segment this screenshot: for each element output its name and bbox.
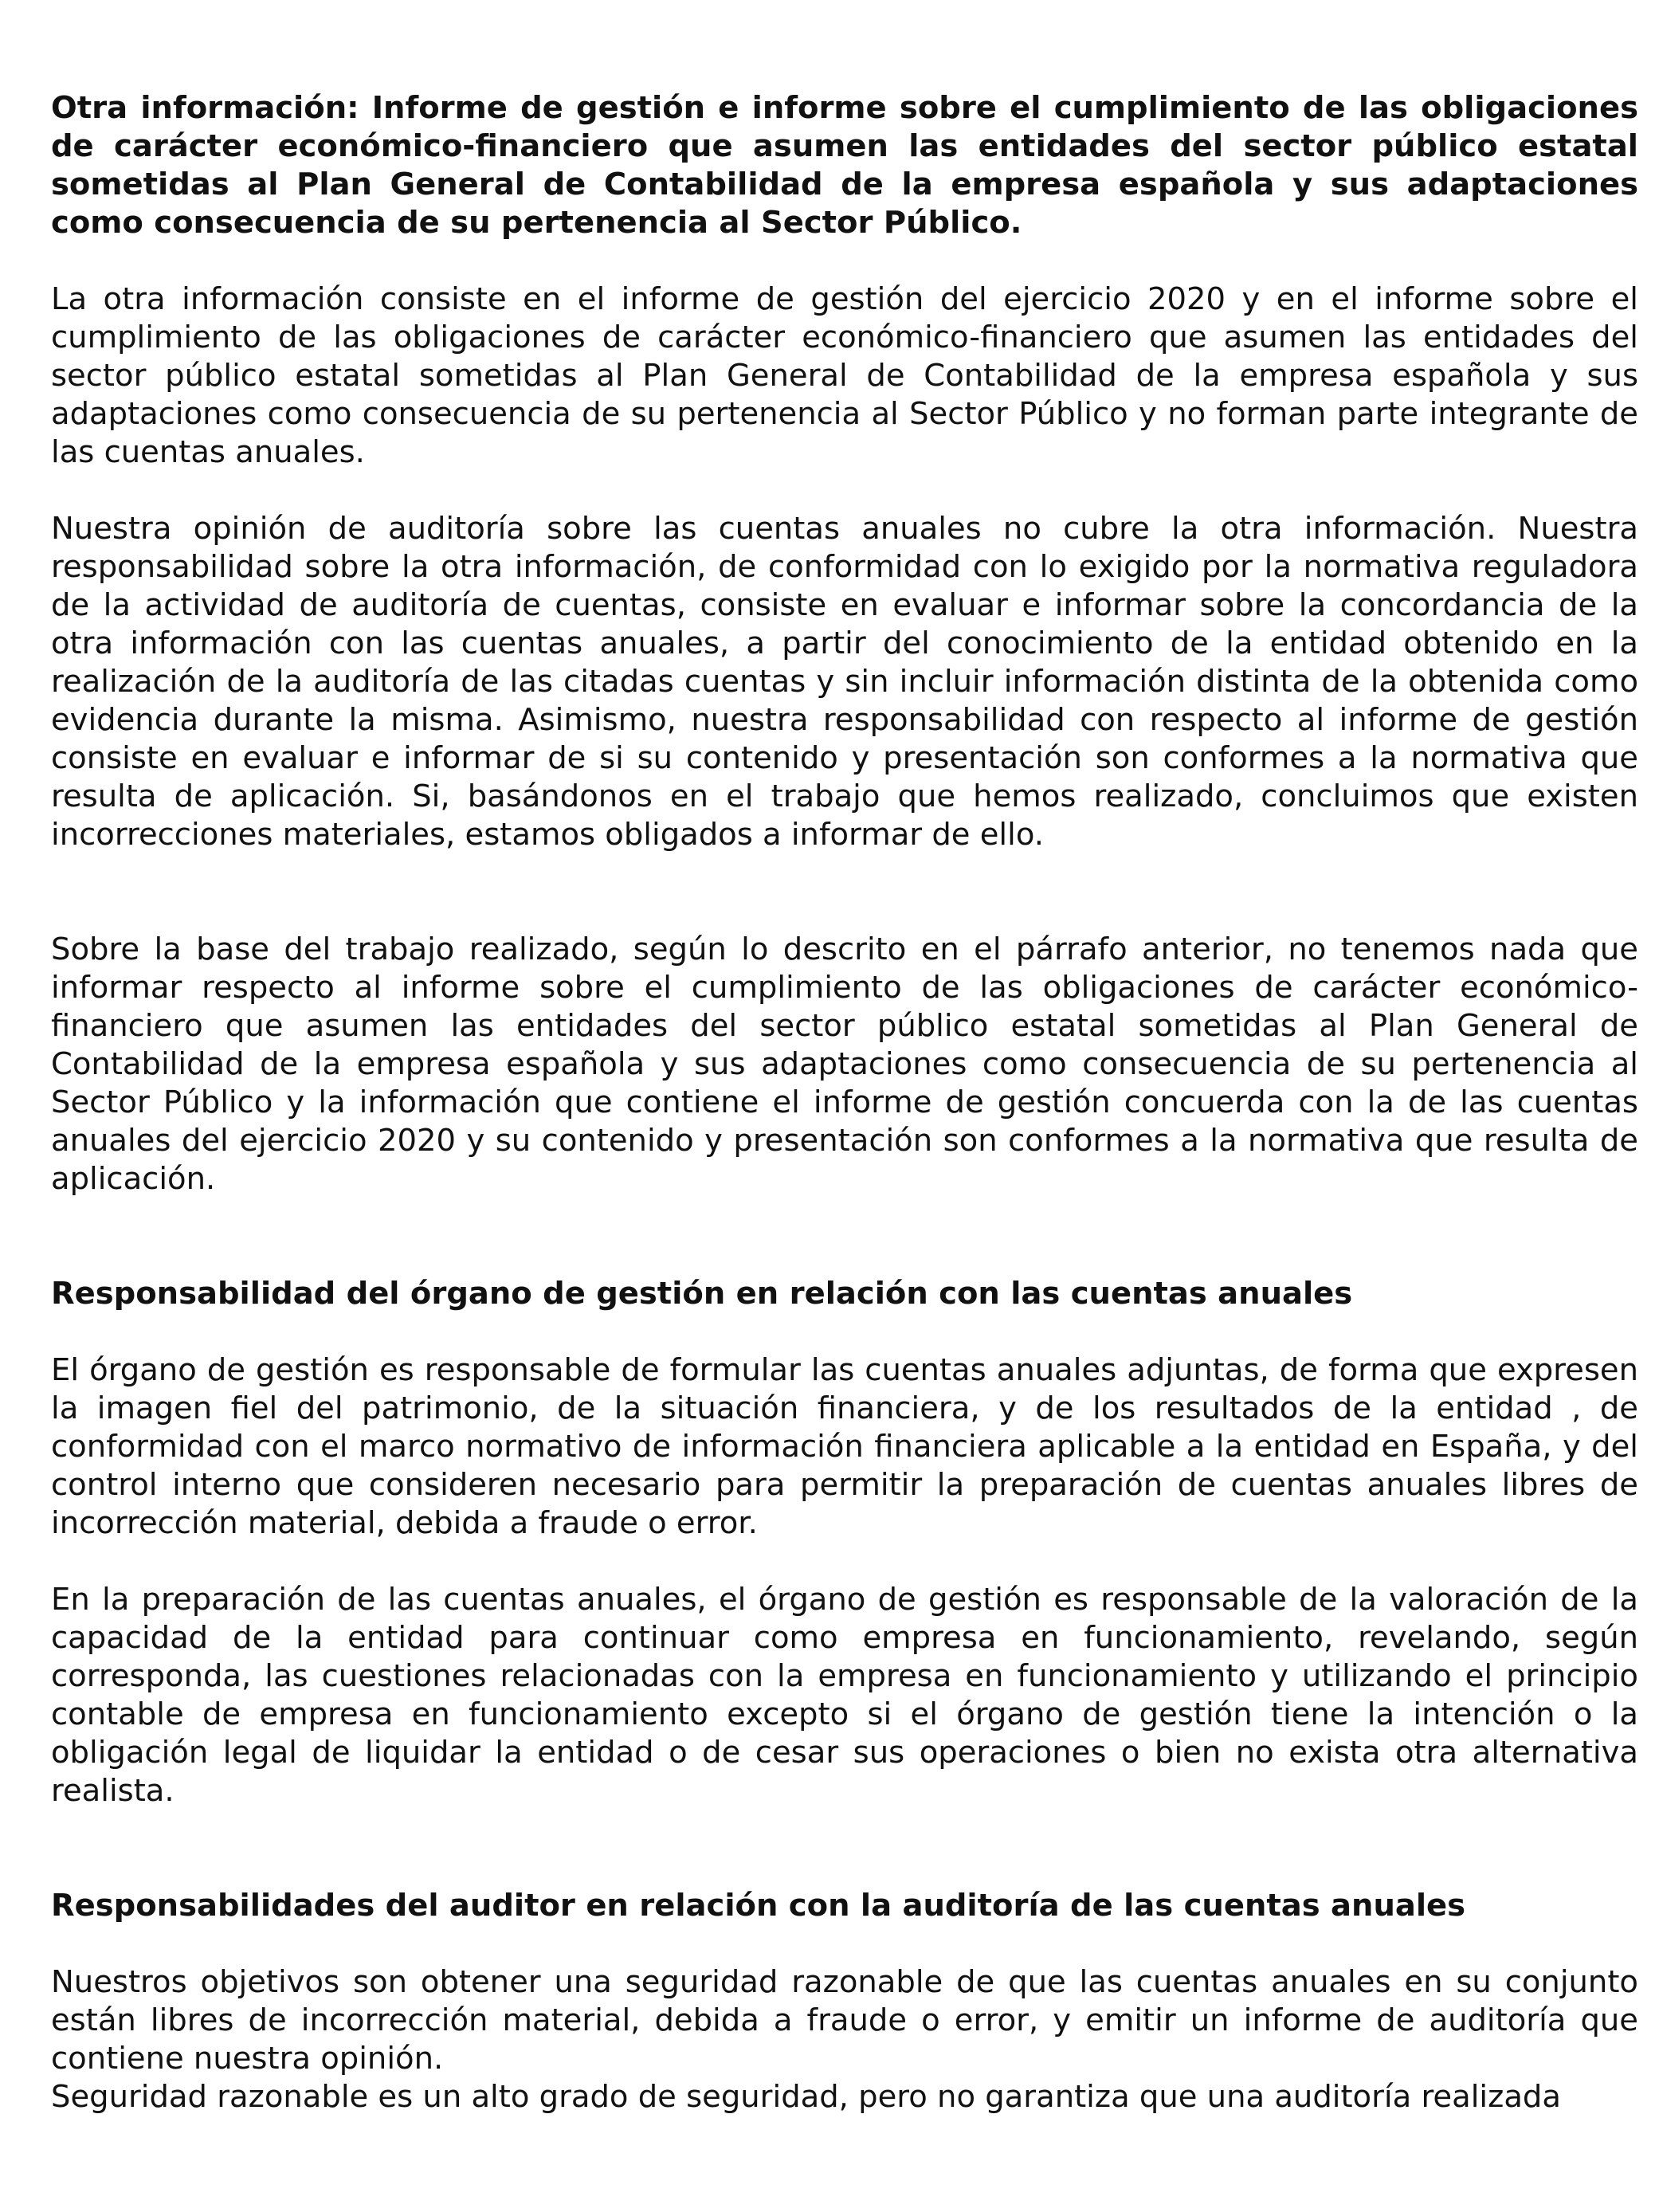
paragraph-auditor-objectives: Nuestros objetivos son obtener una seguridad razonable de que las cuentas anuales en su conjunto están libres de incorrección material, debida a fraude o error, y emitir un informe de auditoría que contiene nuestra opinión. [51,1964,1638,2077]
document-page [51,89,1638,2116]
paragraph-conclusion: Sobre la base del trabajo realizado, según lo descrito en el párrafo anterior, no tenemos nada que informar respecto al informe sobre el cumplimiento de las obligaciones de carácter económico-financiero que asumen las entidades del sector público estatal sometidas al Plan General de Contabilidad de la empresa española y sus adaptaciones como consecuencia de su pertenencia al Sector Público y la información que contiene el informe de gestión concuerda con la de las cuentas anuales del ejercicio 2020 y su contenido y presentación son conformes a la normativa que resulta de aplicación. [51,931,1638,1197]
heading-auditor-responsibility: Responsabilidades del auditor en relación con la auditoría de las cuentas anuales [51,1888,1466,1924]
heading-management-responsibility: Responsabilidad del órgano de gestión en relación con las cuentas anuales [51,1276,1353,1312]
heading-other-information: Otra información: Informe de gestión e informe sobre el cumplimiento de las obligaciones de carácter económico-financiero que asumen las entidades del sector público estatal sometidas al Plan General de Contabilidad de la empresa española y sus adaptaciones como consecuencia de su pertenencia al Sector Público. [51,90,1638,241]
paragraph-reasonable-assurance: Seguridad razonable es un alto grado de seguridad, pero no garantiza que una auditoría realizada [51,2079,1561,2115]
paragraph-audit-opinion-scope: Nuestra opinión de auditoría sobre las cuentas anuales no cubre la otra información. Nuestra responsabilidad sobre la otra información, de conformidad con lo exigido por la normativa reguladora de la actividad de auditoría de cuentas, consiste en evaluar e informar sobre la concordancia de la otra información con las cuentas anuales, a partir del conocimiento de la entidad obtenido en la realización de la auditoría de las citadas cuentas y sin incluir información distinta de la obtenida como evidencia durante la misma. Asimismo, nuestra responsabilidad con respecto al informe de gestión consiste en evaluar e informar de si su contenido y presentación son conformes a la normativa que resulta de aplicación. Si, basándonos en el trabajo que hemos realizado, concluimos que existen incorrecciones materiales, estamos obligados a informar de ello. [51,511,1638,853]
paragraph-management-responsibility: El órgano de gestión es responsable de formular las cuentas anuales adjuntas, de forma que expresen la imagen fiel del patrimonio, de la situación financiera, y de los resultados de la entidad , de conformidad con el marco normativo de información financiera aplicable a la entidad en España, y del control interno que consideren necesario para permitir la preparación de cuentas anuales libres de incorrección material, debida a fraude o error. [51,1352,1638,1541]
paragraph-other-information-scope: La otra información consiste en el informe de gestión del ejercicio 2020 y en el informe sobre el cumplimiento de las obligaciones de carácter económico-financiero que asumen las entidades del sector público estatal sometidas al Plan General de Contabilidad de la empresa española y sus adaptaciones como consecuencia de su pertenencia al Sector Público y no forman parte integrante de las cuentas anuales. [51,281,1638,470]
paragraph-going-concern: En la preparación de las cuentas anuales, el órgano de gestión es responsable de la valoración de la capacidad de la entidad para continuar como empresa en funcionamiento, revelando, según corresponda, las cuestiones relacionadas con la empresa en funcionamiento y utilizando el principio contable de empresa en funcionamiento excepto si el órgano de gestión tiene la intención o la obligación legal de liquidar la entidad o de cesar sus operaciones o bien no exista otra alternativa realista. [51,1582,1638,1809]
